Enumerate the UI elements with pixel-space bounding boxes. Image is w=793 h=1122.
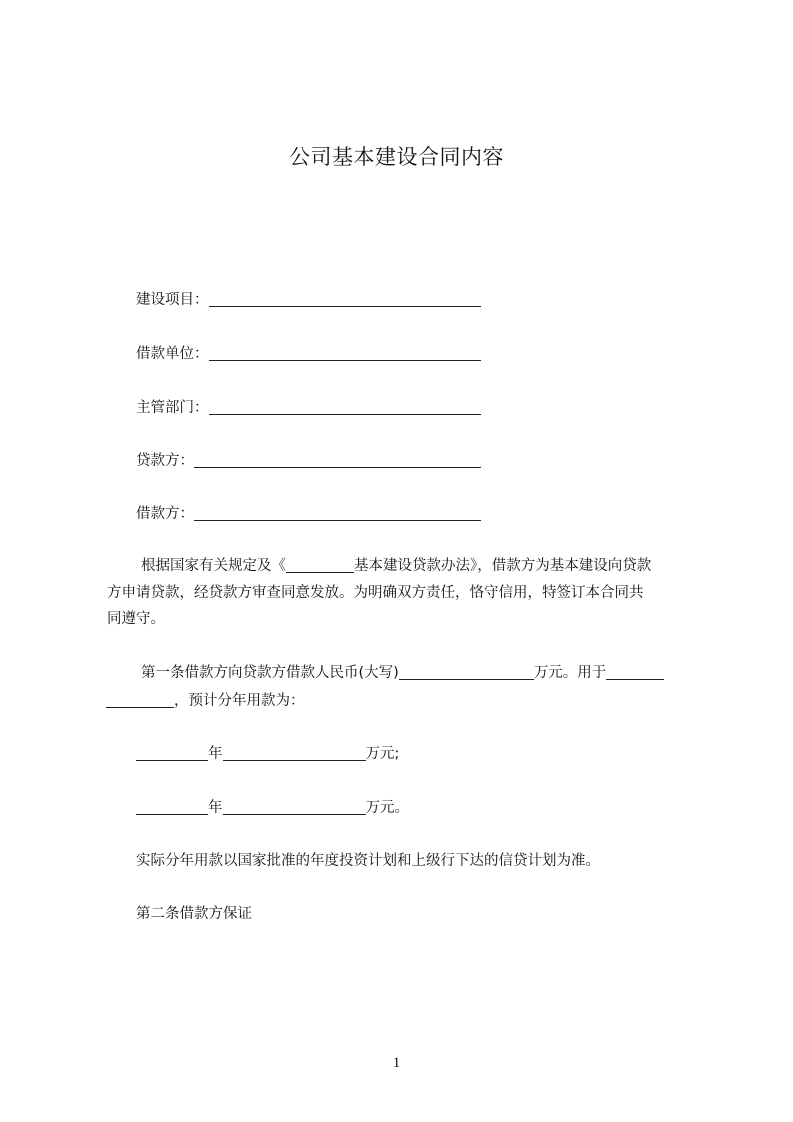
article1-line-1 <box>141 662 664 684</box>
article1-text: ，预计分年用款为： <box>174 693 305 709</box>
field-construction-project <box>136 289 481 311</box>
page-number: 1 <box>392 1055 401 1071</box>
yearly-amount-row <box>136 797 409 819</box>
field-lender <box>136 450 481 472</box>
actual-usage-note: 实际分年用款以国家批准的年度投资计划和上级行下达的信贷计划为准。 <box>136 853 600 869</box>
field-borrowing-unit <box>136 343 481 365</box>
intro-line-2: 方申请贷款，经贷款方审查同意发放。为明确双方责任，恪守信用，特签订本合同共 <box>107 585 644 601</box>
intro-text: 基本建设贷款办法》，借款方为基本建设向贷款 <box>354 558 652 574</box>
amount-label: 万元。 <box>365 800 409 816</box>
article1-text: 万元。用于 <box>533 665 607 681</box>
article2-heading: 第二条借款方保证 <box>136 906 252 922</box>
article1-text: 第一条借款方向贷款方借款人民币(大写) <box>141 665 399 681</box>
intro-text: 根据国家有关规定及《 <box>141 558 286 574</box>
blank-line <box>399 665 534 680</box>
document-title: 公司基本建设合同内容 <box>289 145 504 169</box>
blank-line <box>286 558 354 573</box>
field-supervising-department <box>136 397 481 419</box>
amount-label: 万元; <box>365 746 400 762</box>
field-label: 建设项目： <box>136 292 209 308</box>
blank-line <box>194 453 481 468</box>
blank-line <box>194 506 481 521</box>
field-label: 借款方： <box>136 506 194 522</box>
blank-line <box>223 800 366 815</box>
blank-line <box>209 346 481 361</box>
intro-line-1 <box>141 555 651 577</box>
blank-line <box>209 292 481 307</box>
field-label: 贷款方： <box>136 453 194 469</box>
field-label: 主管部门： <box>136 400 209 416</box>
blank-line <box>106 693 174 708</box>
blank-line <box>606 665 664 680</box>
field-label: 借款单位： <box>136 346 209 362</box>
blank-line <box>136 800 208 815</box>
year-label: 年 <box>208 746 223 762</box>
blank-line <box>136 746 208 761</box>
article1-line-2 <box>106 690 305 712</box>
intro-line-3: 同遵守。 <box>107 611 165 627</box>
year-label: 年 <box>208 800 223 816</box>
field-borrower <box>136 503 481 525</box>
blank-line <box>223 746 366 761</box>
yearly-amount-row <box>136 743 399 765</box>
blank-line <box>209 400 481 415</box>
